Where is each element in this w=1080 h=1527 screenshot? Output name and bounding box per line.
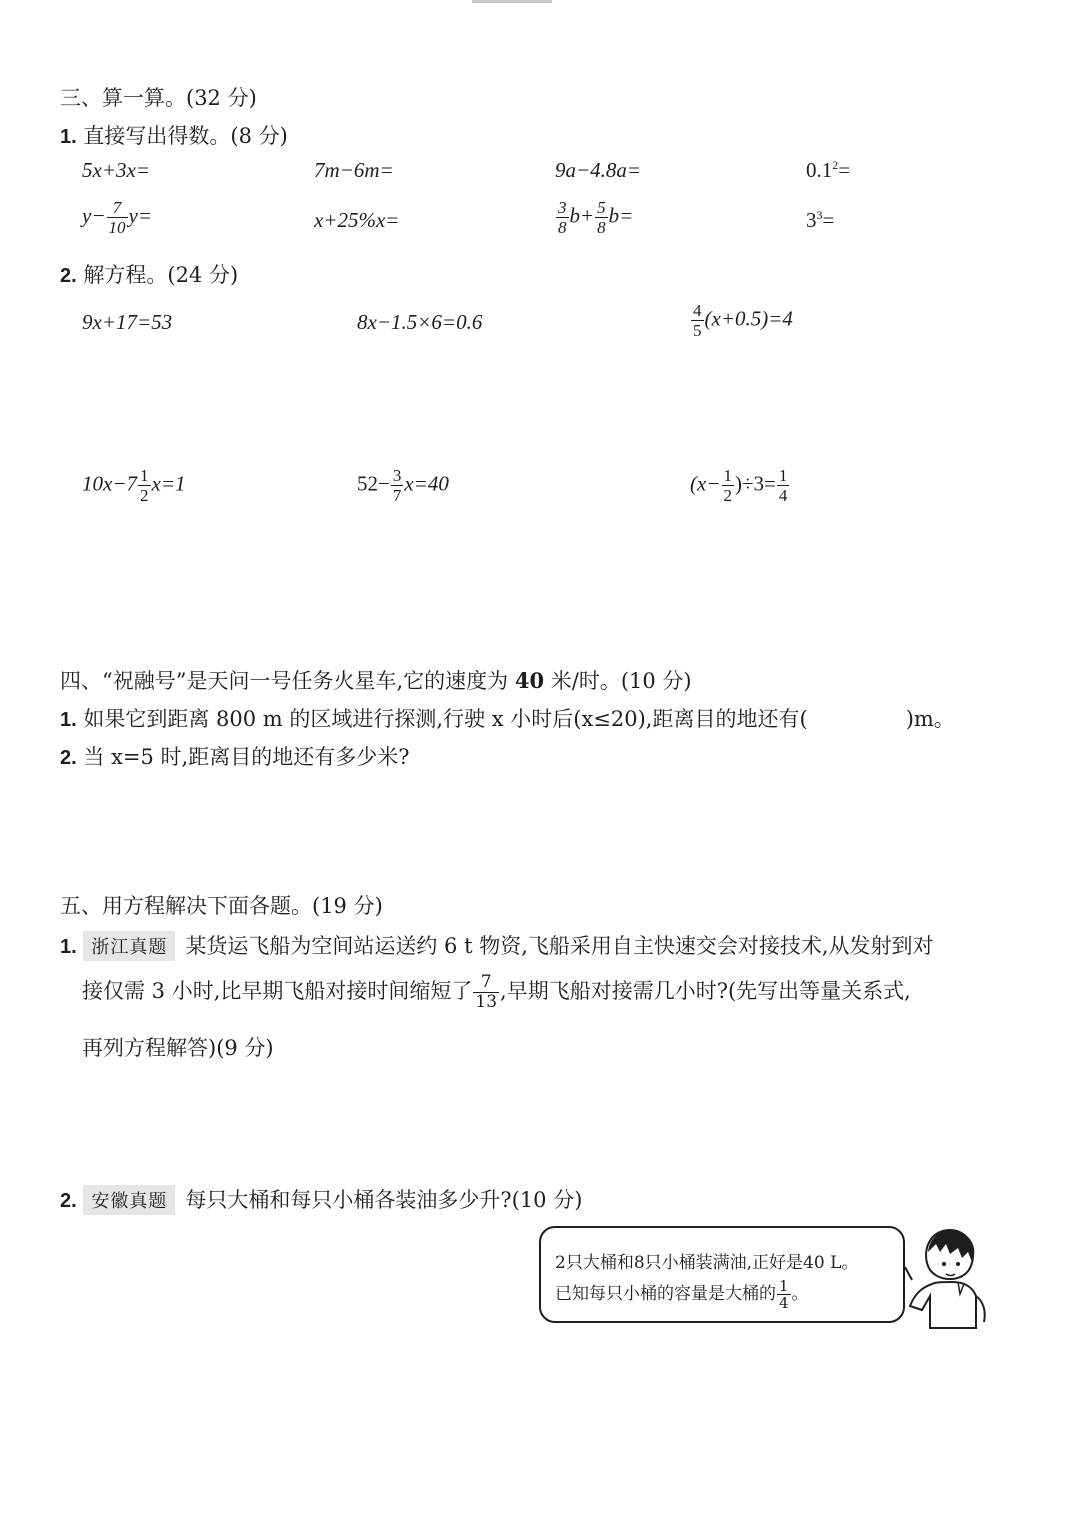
s4-q2-number: 2.	[60, 747, 77, 769]
section4-title-pre: 四、“祝融号”是天问一号任务火星车,它的速度为	[60, 669, 509, 693]
calc-item-2: 7m−6m=	[314, 158, 394, 182]
section4-q1	[60, 703, 955, 733]
speech-bubble	[539, 1226, 905, 1323]
equation-4	[82, 466, 186, 505]
fraction-denominator: 4	[779, 1294, 789, 1312]
section3-title: 三、算一算。(32 分)	[60, 86, 257, 110]
fraction-numerator: 1	[140, 466, 149, 485]
calc-item-4-exponent: 2	[832, 158, 839, 172]
fraction	[138, 466, 151, 505]
equation-5-pre: 52−	[357, 471, 390, 496]
calc-item-8-exponent: 3	[816, 208, 823, 222]
calc-item-7-mid: b+	[569, 203, 595, 228]
section3-q2	[60, 259, 238, 289]
fraction-denominator: 5	[693, 321, 702, 340]
equation-1: 9x+17=53	[82, 310, 173, 334]
fraction-denominator: 7	[392, 486, 402, 505]
q2-text: 解方程。(24 分)	[83, 263, 239, 287]
equation-6-mid: )÷3=	[735, 471, 776, 496]
fraction	[107, 198, 128, 237]
s5-q1-line2-post: ,早期飞船对接需几小时?(先写出等量关系式,	[500, 979, 911, 1003]
calc-item-1: 5x+3x=	[82, 158, 150, 182]
equation-6	[690, 466, 790, 505]
equation-2: 8x−1.5×6=0.6	[357, 310, 483, 334]
fraction	[691, 301, 704, 340]
fraction-denominator: 8	[597, 218, 606, 237]
section4-q2	[60, 741, 409, 771]
equation-4-pre: 10x−7	[82, 471, 137, 496]
s4-q1-number: 1.	[60, 709, 77, 731]
equation-6-pre: (x−	[690, 471, 721, 496]
fraction	[556, 198, 569, 237]
fraction	[595, 198, 608, 237]
fraction-numerator: 5	[597, 198, 606, 217]
section4-title-post: 米/时。(10 分)	[550, 669, 692, 693]
bubble-line-2-pre: 已知每只小桶的容量是大桶的	[555, 1284, 776, 1304]
section5-q1-line2	[82, 973, 911, 1012]
fraction-numerator: 4	[693, 301, 702, 320]
fraction-denominator: 13	[475, 992, 498, 1012]
equation-5	[357, 466, 449, 505]
top-edge-mark	[472, 0, 552, 3]
q1-number: 1.	[60, 126, 77, 148]
calc-item-3: 9a−4.8a=	[555, 158, 642, 182]
bubble-line-2	[555, 1278, 809, 1311]
s5-q2-text: 每只大桶和每只小桶各装油多少升?(10 分)	[185, 1188, 583, 1212]
s5-q1-line1: 某货运飞船为空间站运送约 6 t 物资,飞船采用自主快速交会对接技术,从发射到对	[185, 934, 934, 958]
bubble-line-1: 2只大桶和8只小桶装满油,正好是40 L。	[555, 1253, 859, 1273]
section5-q2	[60, 1184, 582, 1215]
equation-4-post: x=1	[151, 471, 186, 496]
fraction-numerator: 1	[779, 1277, 789, 1295]
section3-q1	[60, 120, 288, 150]
fraction	[777, 466, 790, 505]
fraction	[473, 973, 499, 1012]
fraction-numerator: 3	[558, 198, 567, 217]
calc-item-5-post: y=	[128, 203, 152, 228]
fraction-denominator: 4	[778, 486, 788, 505]
calc-item-7-post: b=	[608, 203, 634, 228]
boy-illustration	[900, 1222, 1000, 1332]
section5-q1-line1	[60, 930, 934, 961]
fraction-denominator: 8	[558, 218, 567, 237]
section5-title: 五、用方程解决下面各题。(19 分)	[60, 894, 383, 918]
calc-item-4-base: 0.1	[806, 158, 833, 182]
section5-q1-line3: 再列方程解答)(9 分)	[82, 1036, 274, 1060]
fraction-numerator: 1	[778, 466, 788, 485]
s5-q2-number: 2.	[60, 1190, 77, 1212]
calc-item-6: x+25%x=	[314, 208, 400, 232]
source-tag: 浙江真题	[83, 931, 175, 961]
source-tag: 安徽真题	[83, 1185, 175, 1215]
q1-text: 直接写出得数。(8 分)	[83, 124, 288, 148]
q2-number: 2.	[60, 265, 77, 287]
calc-item-8-equals: =	[822, 208, 835, 232]
fraction-numerator: 3	[392, 466, 402, 485]
fraction-denominator: 2	[140, 486, 149, 505]
fraction-denominator: 2	[723, 486, 732, 505]
section4-title	[60, 665, 692, 695]
s5-q1-number: 1.	[60, 936, 77, 958]
s5-q1-line2-pre: 接仅需 3 小时,比早期飞船对接时间缩短了	[82, 979, 473, 1003]
calc-item-5-pre: y−	[82, 203, 106, 228]
fraction-numerator: 7	[112, 198, 122, 217]
equation-3	[690, 301, 793, 340]
calc-item-4-equals: =	[838, 158, 851, 182]
equation-3-rest: (x+0.5)=4	[704, 306, 793, 331]
calc-item-8	[806, 208, 834, 233]
equation-5-post: x=40	[404, 471, 449, 496]
fraction	[722, 466, 735, 505]
calc-item-4	[806, 158, 850, 183]
s4-q1-text: 如果它到距离 800 m 的区域进行探测,行驶 x 小时后(x≤20),距离目的地还有(	[83, 707, 808, 731]
bubble-line-2-post: 。	[791, 1284, 809, 1304]
fraction	[777, 1278, 791, 1311]
fraction-numerator: 1	[723, 466, 732, 485]
s4-q2-text: 当 x=5 时,距离目的地还有多少米?	[83, 745, 410, 769]
fraction-denominator: 10	[108, 218, 126, 237]
calc-item-8-base: 3	[806, 208, 817, 232]
fraction-numerator: 7	[480, 972, 492, 992]
calc-item-7	[555, 198, 633, 237]
calc-item-5	[82, 198, 152, 237]
speed-value: 40	[514, 668, 545, 693]
s4-q1-text-end: )m。	[905, 707, 955, 731]
fraction	[391, 466, 404, 505]
